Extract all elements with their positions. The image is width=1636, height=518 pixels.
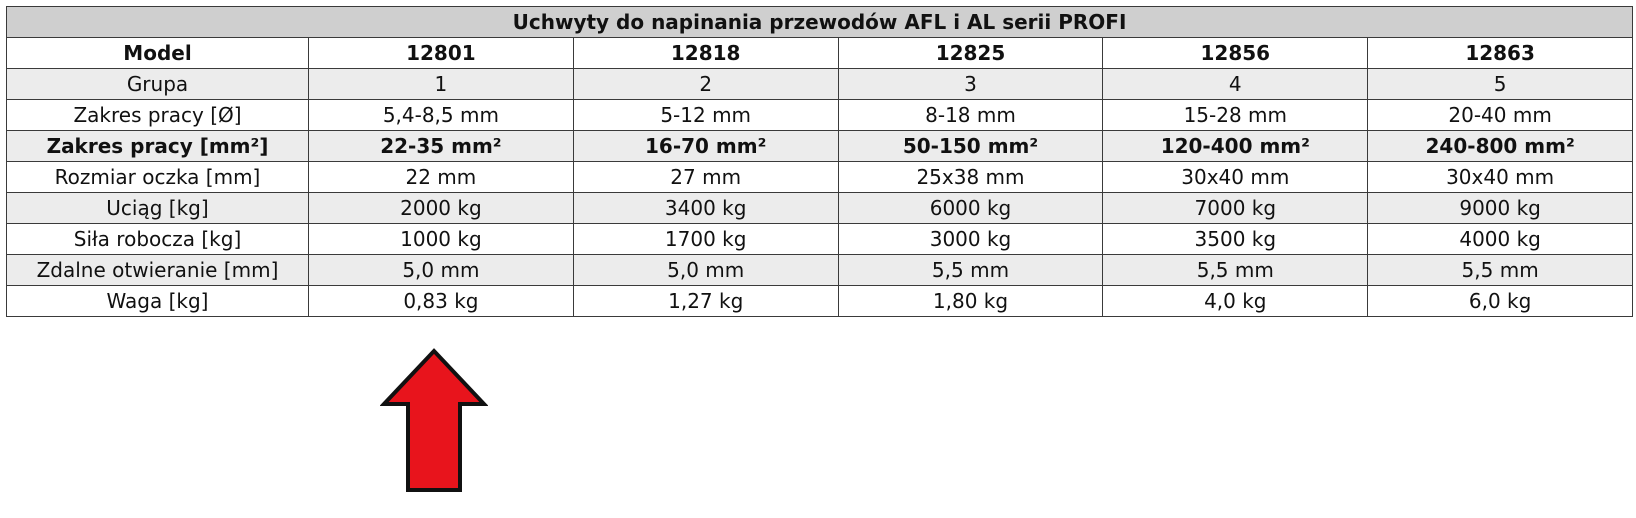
table-cell: 5	[1368, 69, 1633, 100]
table-cell: 27 mm	[573, 162, 838, 193]
table-cell: 5,4-8,5 mm	[309, 100, 574, 131]
table-cell: 3500 kg	[1103, 224, 1368, 255]
table-cell: 4000 kg	[1368, 224, 1633, 255]
table-cell: 30x40 mm	[1103, 162, 1368, 193]
table-cell: 50-150 mm²	[838, 131, 1103, 162]
table-title: Uchwyty do napinania przewodów AFL i AL serii PROFI	[7, 7, 1633, 38]
table-cell: 3000 kg	[838, 224, 1103, 255]
table-cell: 22-35 mm²	[309, 131, 574, 162]
row-label: Uciąg [kg]	[7, 193, 309, 224]
table-cell: 1700 kg	[573, 224, 838, 255]
table-body	[7, 38, 1633, 317]
row-label: Grupa	[7, 69, 309, 100]
table-cell: 120-400 mm²	[1103, 131, 1368, 162]
table-cell: 12801	[309, 38, 574, 69]
row-label: Zakres pracy [mm²]	[7, 131, 309, 162]
table-cell: 7000 kg	[1103, 193, 1368, 224]
table-cell: 3400 kg	[573, 193, 838, 224]
table-cell: 3	[838, 69, 1103, 100]
table-cell: 2000 kg	[309, 193, 574, 224]
table-cell: 4,0 kg	[1103, 286, 1368, 317]
table-row	[7, 255, 1633, 286]
table-cell: 6,0 kg	[1368, 286, 1633, 317]
row-label: Siła robocza [kg]	[7, 224, 309, 255]
row-label: Zdalne otwieranie [mm]	[7, 255, 309, 286]
table-cell: 5,5 mm	[838, 255, 1103, 286]
table-cell: 20-40 mm	[1368, 100, 1633, 131]
table-cell: 16-70 mm²	[573, 131, 838, 162]
table-cell: 15-28 mm	[1103, 100, 1368, 131]
table-cell: 0,83 kg	[309, 286, 574, 317]
table-cell: 9000 kg	[1368, 193, 1633, 224]
table-row	[7, 100, 1633, 131]
table-cell: 5,0 mm	[309, 255, 574, 286]
table-cell: 12818	[573, 38, 838, 69]
table-row	[7, 131, 1633, 162]
table-row	[7, 38, 1633, 69]
table-cell: 2	[573, 69, 838, 100]
table-cell: 5,5 mm	[1103, 255, 1368, 286]
table-cell: 8-18 mm	[838, 100, 1103, 131]
spec-table	[6, 6, 1633, 317]
table-cell: 1	[309, 69, 574, 100]
table-cell: 1000 kg	[309, 224, 574, 255]
table-cell: 5-12 mm	[573, 100, 838, 131]
table-row	[7, 193, 1633, 224]
table-row	[7, 69, 1633, 100]
table-cell: 6000 kg	[838, 193, 1103, 224]
row-label: Waga [kg]	[7, 286, 309, 317]
table-cell: 1,80 kg	[838, 286, 1103, 317]
table-cell: 4	[1103, 69, 1368, 100]
table-cell: 12863	[1368, 38, 1633, 69]
up-arrow-shape	[384, 351, 484, 490]
table-row	[7, 286, 1633, 317]
table-cell: 30x40 mm	[1368, 162, 1633, 193]
table-cell: 22 mm	[309, 162, 574, 193]
table-cell: 12825	[838, 38, 1103, 69]
row-label: Rozmiar oczka [mm]	[7, 162, 309, 193]
table-cell: 240-800 mm²	[1368, 131, 1633, 162]
row-label: Model	[7, 38, 309, 69]
table-cell: 5,5 mm	[1368, 255, 1633, 286]
table-row	[7, 224, 1633, 255]
row-label: Zakres pracy [Ø]	[7, 100, 309, 131]
table-cell: 12856	[1103, 38, 1368, 69]
table-row	[7, 162, 1633, 193]
up-arrow-icon	[380, 348, 488, 494]
title-row	[7, 7, 1633, 38]
table-cell: 5,0 mm	[573, 255, 838, 286]
table-cell: 1,27 kg	[573, 286, 838, 317]
table-cell: 25x38 mm	[838, 162, 1103, 193]
